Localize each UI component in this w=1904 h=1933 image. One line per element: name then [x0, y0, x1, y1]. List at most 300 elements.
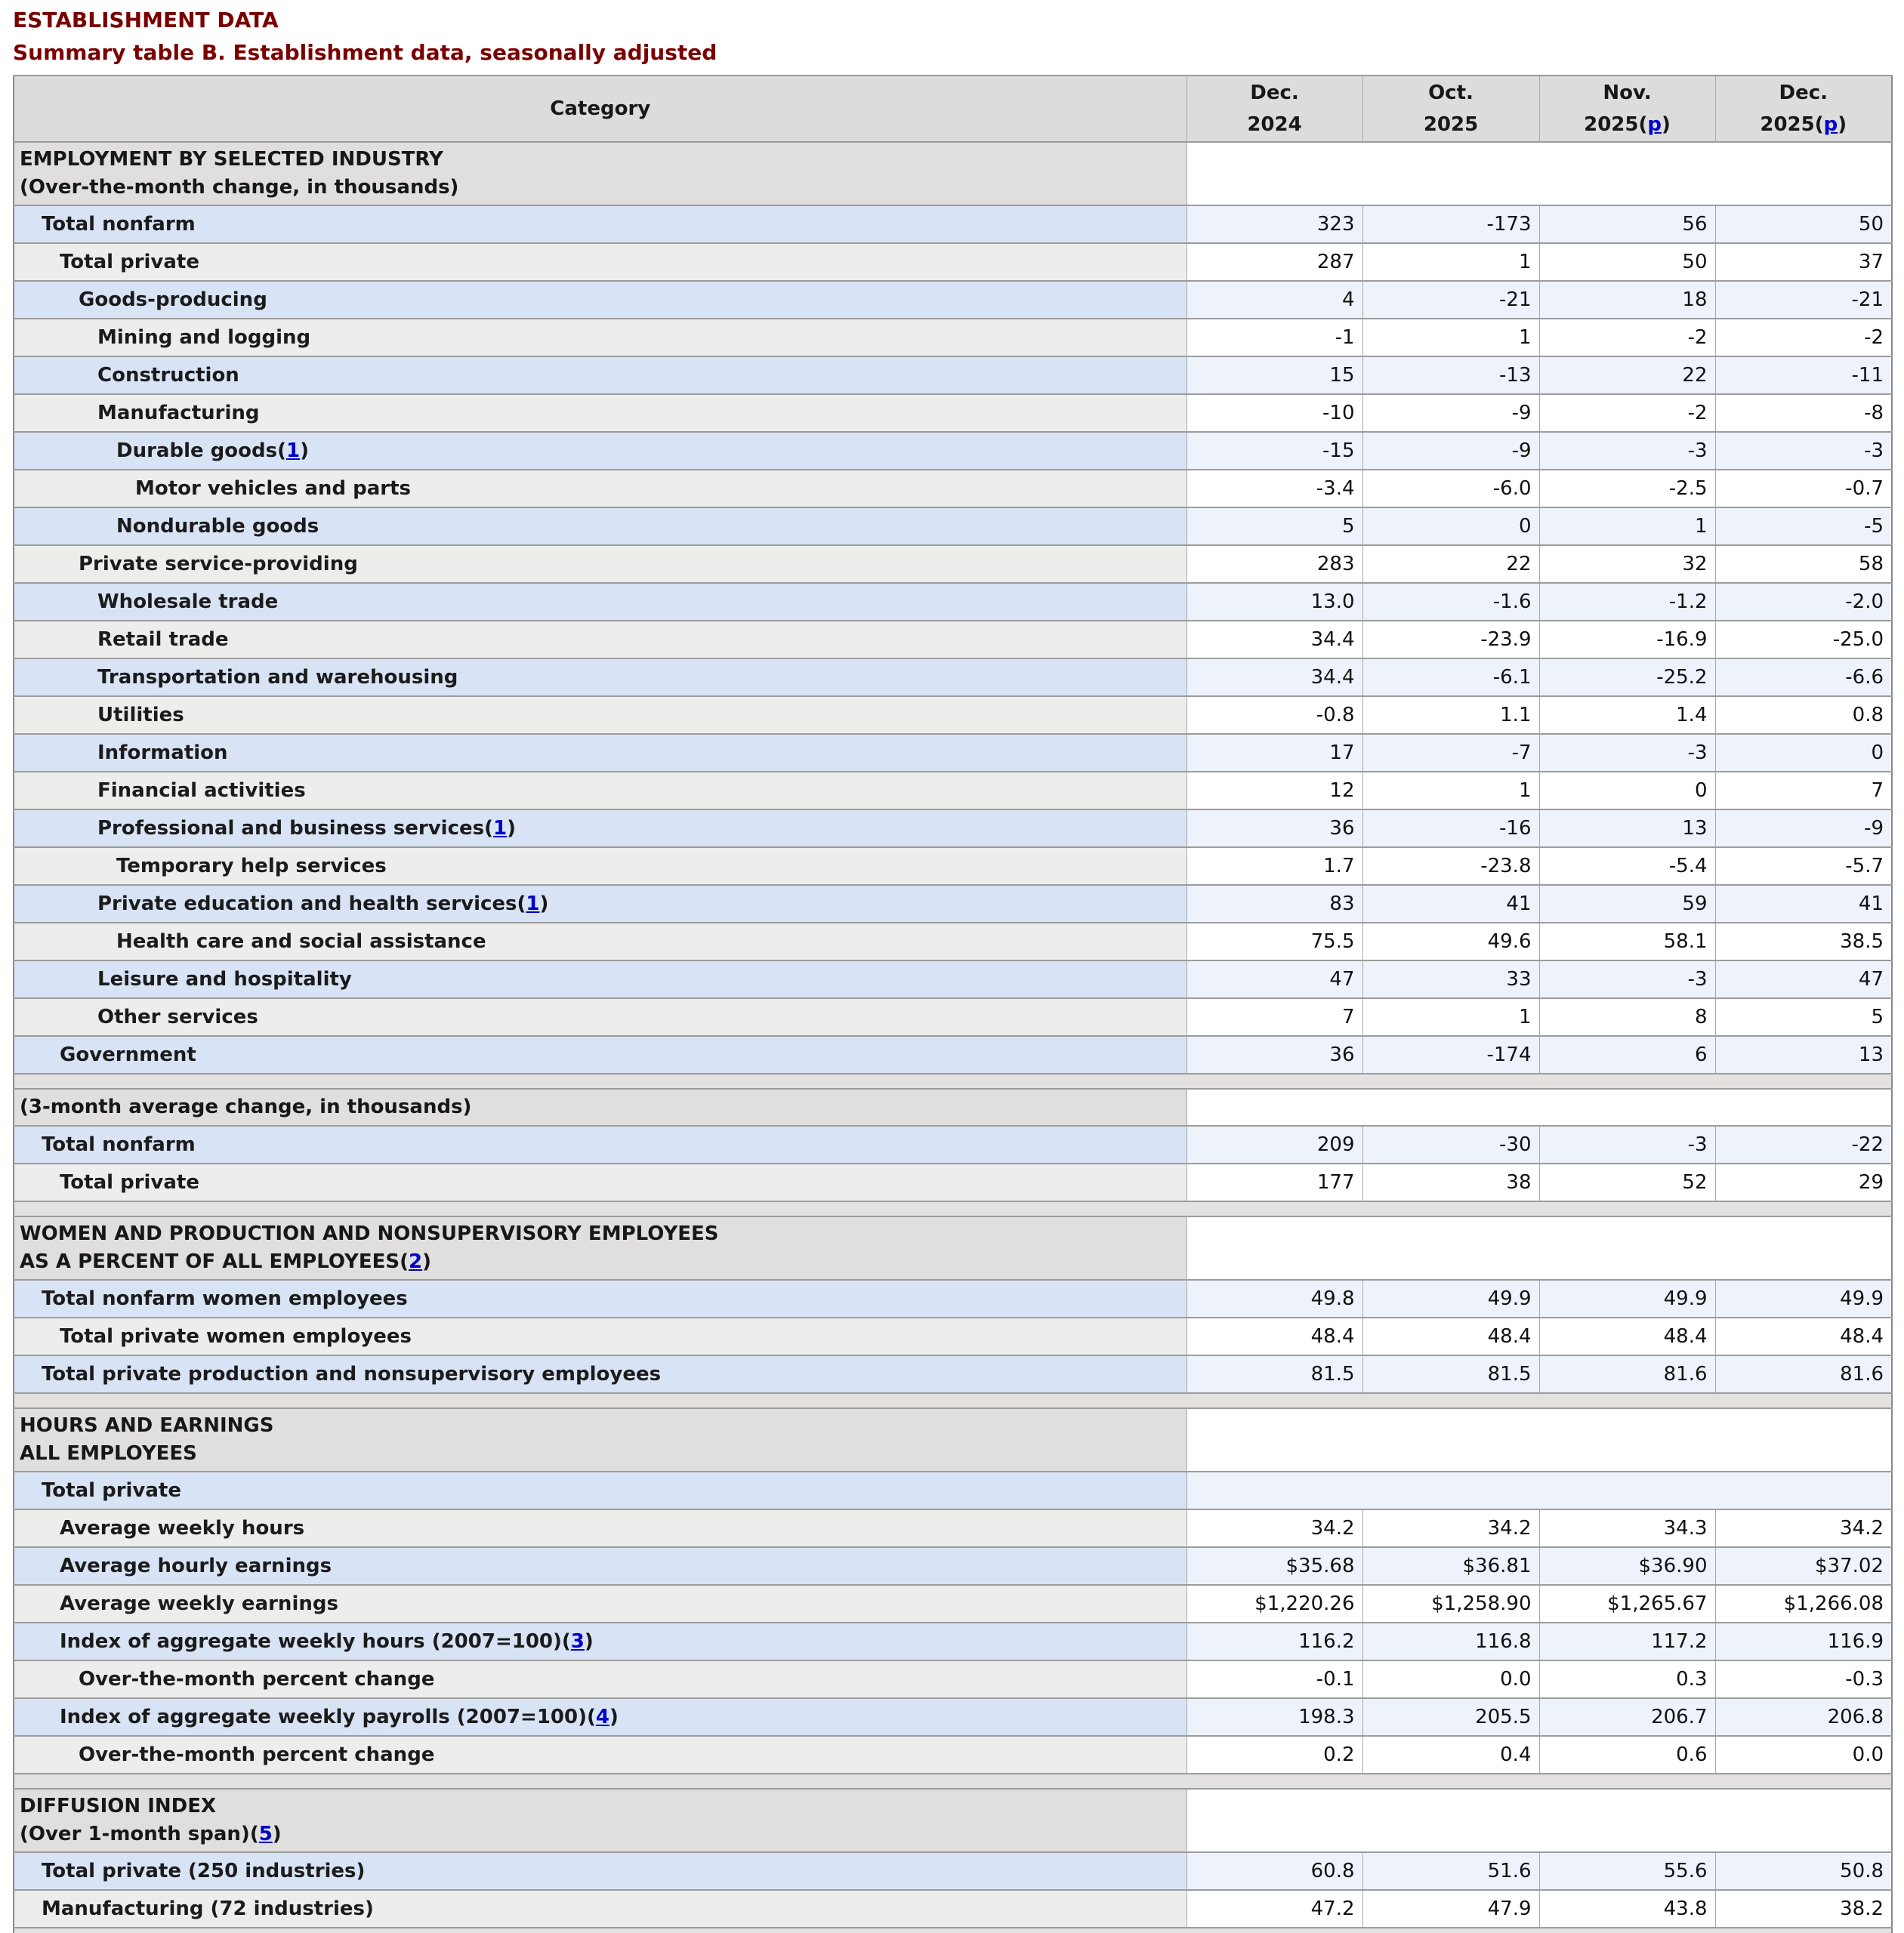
footnote-link[interactable]: 1	[526, 893, 540, 916]
value-cell: 1	[1362, 319, 1539, 356]
table-row	[14, 1472, 1892, 1509]
section-header-line	[20, 1220, 1187, 1249]
column-header	[1362, 76, 1539, 142]
value-cell: 0	[1715, 734, 1892, 772]
value-cell: 49.9	[1362, 1280, 1539, 1318]
value-cell: -25.2	[1539, 658, 1715, 696]
section-header-line	[20, 1093, 1187, 1122]
table-row	[14, 847, 1892, 885]
value-cell: $1,265.67	[1539, 1585, 1715, 1623]
empty-value-cell	[1187, 1472, 1892, 1509]
value-cell: -21	[1715, 281, 1892, 319]
value-cell: 47	[1187, 960, 1362, 998]
value-cell: 116.8	[1362, 1623, 1539, 1660]
category-cell	[14, 923, 1187, 960]
category-cell	[14, 1280, 1187, 1318]
category-cell	[14, 809, 1187, 847]
value-cell: 177	[1187, 1164, 1362, 1201]
value-cell: 4	[1187, 281, 1362, 319]
column-header-month: Dec.	[1779, 81, 1828, 104]
table-row	[14, 281, 1892, 319]
category-cell	[14, 507, 1187, 545]
row-label: Wholesale trade	[97, 590, 279, 614]
value-cell: -16.9	[1539, 621, 1715, 658]
value-cell: -1.6	[1362, 583, 1539, 621]
value-cell: 116.2	[1187, 1623, 1362, 1660]
section-header-row	[14, 1089, 1892, 1126]
value-cell: -10	[1187, 394, 1362, 432]
table-row	[14, 583, 1892, 621]
section-header-row	[14, 1408, 1892, 1472]
category-cell	[14, 1126, 1187, 1164]
value-cell: -6.0	[1362, 470, 1539, 507]
section-header-line	[20, 1820, 1187, 1849]
table-row	[14, 621, 1892, 658]
value-cell: 22	[1539, 356, 1715, 394]
category-cell	[14, 696, 1187, 734]
table-row	[14, 658, 1892, 696]
table-row	[14, 545, 1892, 583]
section-header-line	[20, 146, 1187, 174]
footnote-link[interactable]: 1	[285, 439, 301, 463]
row-label: Construction	[97, 364, 239, 387]
section-header-cell	[14, 1789, 1187, 1852]
footnote-link[interactable]: p	[1823, 113, 1838, 137]
table-row	[14, 356, 1892, 394]
category-cell	[14, 1036, 1187, 1074]
row-label: Total private	[60, 251, 199, 274]
value-cell: 49.9	[1539, 1280, 1715, 1318]
value-cell: -23.8	[1362, 847, 1539, 885]
value-cell: -7	[1362, 734, 1539, 772]
value-cell: -25.0	[1715, 621, 1892, 658]
spacer-cell	[14, 1928, 1892, 1933]
value-cell: 48.4	[1715, 1318, 1892, 1355]
table-row	[14, 960, 1892, 998]
value-cell: 50	[1715, 205, 1892, 243]
spacer-cell	[14, 1393, 1892, 1408]
spacer-cell	[14, 1201, 1892, 1216]
table-row	[14, 1623, 1892, 1660]
value-cell: 1	[1362, 772, 1539, 809]
footnote-marker	[1638, 113, 1670, 136]
value-cell: -21	[1362, 281, 1539, 319]
value-cell: 0.6	[1539, 1736, 1715, 1774]
value-cell: 1.4	[1539, 696, 1715, 734]
footnote-link[interactable]: p	[1647, 113, 1662, 137]
value-cell: 49.8	[1187, 1280, 1362, 1318]
spacer-row	[14, 1393, 1892, 1408]
value-cell: 5	[1187, 507, 1362, 545]
value-cell: -22	[1715, 1126, 1892, 1164]
value-cell: -3	[1539, 734, 1715, 772]
table-row	[14, 319, 1892, 356]
value-cell: 43.8	[1539, 1890, 1715, 1928]
table-row	[14, 923, 1892, 960]
section-header-line	[20, 1793, 1187, 1821]
row-label: Private education and health services	[97, 893, 517, 916]
footnote-marker	[277, 439, 309, 462]
category-cell	[14, 545, 1187, 583]
column-header-year	[1716, 114, 1892, 136]
row-label: Total nonfarm	[42, 1133, 196, 1157]
value-cell: 13.0	[1187, 583, 1362, 621]
row-label: Total private women employees	[60, 1325, 412, 1349]
column-header-month: Nov.	[1603, 81, 1652, 104]
row-label: Financial activities	[97, 779, 306, 803]
value-cell: -3	[1715, 432, 1892, 470]
value-cell: 47	[1715, 960, 1892, 998]
row-label: Total nonfarm	[42, 213, 196, 236]
section-header-text: ALL EMPLOYEES	[20, 1442, 197, 1466]
value-cell: 0.0	[1362, 1660, 1539, 1698]
value-cell: 48.4	[1362, 1318, 1539, 1355]
value-cell: 34.2	[1187, 1509, 1362, 1547]
summary-table-b	[13, 75, 1893, 1933]
row-label: Transportation and warehousing	[97, 666, 458, 689]
section-header-cell	[14, 142, 1187, 205]
row-label: Total nonfarm women employees	[42, 1287, 408, 1311]
row-label: Information	[97, 741, 228, 765]
category-cell	[14, 1623, 1187, 1660]
table-row	[14, 1890, 1892, 1928]
category-cell	[14, 1472, 1187, 1509]
value-cell: 7	[1187, 998, 1362, 1036]
section-header-cell	[14, 1089, 1187, 1126]
section-header-empty-cell	[1187, 1408, 1892, 1472]
category-cell	[14, 658, 1187, 696]
value-cell: 17	[1187, 734, 1362, 772]
table-row	[14, 1585, 1892, 1623]
value-cell: -5	[1715, 507, 1892, 545]
footnote-link[interactable]: 4	[595, 1706, 609, 1729]
value-cell: 0.3	[1539, 1660, 1715, 1698]
row-label: Temporary help services	[116, 855, 387, 878]
section-header-text: (3-month average change, in thousands)	[20, 1095, 472, 1118]
spacer-cell	[14, 1774, 1892, 1789]
value-cell: 117.2	[1539, 1623, 1715, 1660]
value-cell: 58	[1715, 545, 1892, 583]
value-cell: 75.5	[1187, 923, 1362, 960]
value-cell: -174	[1362, 1036, 1539, 1074]
value-cell: 49.6	[1362, 923, 1539, 960]
category-cell	[14, 205, 1187, 243]
table-row	[14, 1318, 1892, 1355]
category-cell	[14, 1164, 1187, 1201]
value-cell: 13	[1539, 809, 1715, 847]
row-label: Over-the-month percent change	[79, 1668, 435, 1691]
value-cell: 1	[1539, 507, 1715, 545]
value-cell: -2	[1539, 319, 1715, 356]
row-label: Manufacturing (72 industries)	[42, 1898, 374, 1921]
value-cell: 59	[1539, 885, 1715, 923]
value-cell: 32	[1539, 545, 1715, 583]
row-label: Average weekly earnings	[60, 1592, 338, 1616]
value-cell: 209	[1187, 1126, 1362, 1164]
column-header	[1187, 76, 1362, 142]
row-label: Total private (250 industries)	[42, 1860, 366, 1883]
category-cell	[14, 621, 1187, 658]
value-cell: 8	[1539, 998, 1715, 1036]
section-header-text: WOMEN AND PRODUCTION AND NONSUPERVISORY EMPLOYEES	[20, 1222, 719, 1245]
value-cell: 12	[1187, 772, 1362, 809]
footnote-marker	[484, 817, 516, 840]
value-cell: 34.4	[1187, 621, 1362, 658]
value-cell: 283	[1187, 545, 1362, 583]
value-cell: -3	[1539, 960, 1715, 998]
value-cell: 41	[1362, 885, 1539, 923]
section-header-text: AS A PERCENT OF ALL EMPLOYEES	[20, 1250, 400, 1274]
section-header-text: DIFFUSION INDEX	[20, 1794, 217, 1817]
section-header-text: (Over-the-month change, in thousands)	[20, 176, 459, 199]
table-row	[14, 1164, 1892, 1201]
spacer-cell	[14, 1074, 1892, 1089]
column-header-month: Dec.	[1250, 81, 1299, 104]
value-cell: -173	[1362, 205, 1539, 243]
value-cell: $1,220.26	[1187, 1585, 1362, 1623]
value-cell: $36.90	[1539, 1547, 1715, 1585]
table-row	[14, 1036, 1892, 1074]
value-cell: 34.2	[1362, 1509, 1539, 1547]
value-cell: 52	[1539, 1164, 1715, 1201]
value-cell: 38.2	[1715, 1890, 1892, 1928]
value-cell: -9	[1715, 809, 1892, 847]
table-row	[14, 1355, 1892, 1393]
value-cell: 205.5	[1362, 1698, 1539, 1736]
section-header-row	[14, 1216, 1892, 1280]
value-cell: 38	[1362, 1164, 1539, 1201]
value-cell: 60.8	[1187, 1852, 1362, 1890]
value-cell: 81.5	[1187, 1355, 1362, 1393]
value-cell: 55.6	[1539, 1852, 1715, 1890]
table-row	[14, 1698, 1892, 1736]
category-cell	[14, 885, 1187, 923]
value-cell: -5.4	[1539, 847, 1715, 885]
value-cell: 18	[1539, 281, 1715, 319]
value-cell: 34.2	[1715, 1509, 1892, 1547]
table-row	[14, 772, 1892, 809]
category-cell	[14, 243, 1187, 281]
row-label: Motor vehicles and parts	[135, 477, 411, 501]
column-header	[1539, 76, 1715, 142]
section-header-empty-cell	[1187, 1789, 1892, 1852]
value-cell: 13	[1715, 1036, 1892, 1074]
footnote-link[interactable]: 2	[409, 1250, 423, 1274]
footnote-link[interactable]: 3	[570, 1630, 585, 1654]
value-cell: 1	[1362, 243, 1539, 281]
category-cell	[14, 1355, 1187, 1393]
section-header-text: (Over 1-month span)	[20, 1823, 250, 1846]
value-cell: 1.7	[1187, 847, 1362, 885]
category-cell	[14, 1660, 1187, 1698]
value-cell: -0.3	[1715, 1660, 1892, 1698]
column-header-year	[1187, 114, 1362, 136]
table-row	[14, 1280, 1892, 1318]
value-cell: -5.7	[1715, 847, 1892, 885]
value-cell: 83	[1187, 885, 1362, 923]
row-label: Manufacturing	[97, 402, 260, 425]
value-cell: -8	[1715, 394, 1892, 432]
value-cell: -9	[1362, 394, 1539, 432]
column-header-year-text: 2025	[1760, 113, 1815, 137]
section-header-line	[20, 1412, 1187, 1441]
footnote-link[interactable]: 1	[493, 817, 508, 840]
value-cell: 5	[1715, 998, 1892, 1036]
value-cell: 198.3	[1187, 1698, 1362, 1736]
section-header-empty-cell	[1187, 1216, 1892, 1280]
value-cell: 47.9	[1362, 1890, 1539, 1928]
value-cell: 15	[1187, 356, 1362, 394]
spacer-row	[14, 1201, 1892, 1216]
section-header-line	[20, 1440, 1187, 1469]
row-label: Retail trade	[97, 628, 229, 652]
value-cell: -23.9	[1362, 621, 1539, 658]
row-label: Utilities	[97, 704, 184, 727]
table-row	[14, 1736, 1892, 1774]
column-header-year-text: 2025	[1584, 113, 1639, 137]
category-cell	[14, 998, 1187, 1036]
column-header-row	[14, 76, 1892, 142]
value-cell: 47.2	[1187, 1890, 1362, 1928]
section-header-text: HOURS AND EARNINGS	[20, 1414, 274, 1437]
value-cell: -3.4	[1187, 470, 1362, 507]
category-cell	[14, 470, 1187, 507]
category-cell	[14, 356, 1187, 394]
section-header-text: EMPLOYMENT BY SELECTED INDUSTRY	[20, 147, 443, 171]
footnote-link[interactable]: 5	[258, 1823, 273, 1846]
value-cell: 58.1	[1539, 923, 1715, 960]
table-row	[14, 1509, 1892, 1547]
value-cell: 323	[1187, 205, 1362, 243]
value-cell: -9	[1362, 432, 1539, 470]
value-cell: 22	[1362, 545, 1539, 583]
value-cell: $1,258.90	[1362, 1585, 1539, 1623]
row-label: Health care and social assistance	[116, 930, 486, 954]
row-label: Mining and logging	[97, 326, 311, 350]
row-label: Leisure and hospitality	[97, 968, 352, 991]
row-label: Total private production and nonsupervisory employees	[42, 1363, 662, 1386]
value-cell: 36	[1187, 1036, 1362, 1074]
section-header-row	[14, 142, 1892, 205]
value-cell: -15	[1187, 432, 1362, 470]
footnote-marker	[587, 1706, 619, 1728]
value-cell: $1,266.08	[1715, 1585, 1892, 1623]
row-label: Goods-producing	[79, 288, 267, 312]
value-cell: 34.4	[1187, 658, 1362, 696]
value-cell: 51.6	[1362, 1852, 1539, 1890]
category-cell	[14, 1318, 1187, 1355]
category-cell	[14, 1698, 1187, 1736]
column-header-year	[1540, 114, 1715, 136]
value-cell: 1.1	[1362, 696, 1539, 734]
row-label: Total private	[60, 1171, 199, 1195]
table-row	[14, 1126, 1892, 1164]
value-cell: 116.9	[1715, 1623, 1892, 1660]
value-cell: -0.7	[1715, 470, 1892, 507]
value-cell: $36.81	[1362, 1547, 1539, 1585]
category-cell	[14, 394, 1187, 432]
value-cell: -3	[1539, 432, 1715, 470]
value-cell: -0.8	[1187, 696, 1362, 734]
value-cell: 29	[1715, 1164, 1892, 1201]
category-cell	[14, 847, 1187, 885]
row-label: Total private	[42, 1479, 181, 1503]
table-row	[14, 205, 1892, 243]
section-header-cell	[14, 1216, 1187, 1280]
value-cell: 287	[1187, 243, 1362, 281]
row-label: Nondurable goods	[116, 515, 319, 538]
value-cell: -2.5	[1539, 470, 1715, 507]
table-row	[14, 1852, 1892, 1890]
table-subtitle: Summary table B. Establishment data, seasonally adjusted	[13, 39, 717, 65]
row-label: Index of aggregate weekly payrolls (2007=100)	[60, 1706, 587, 1729]
row-label: Government	[60, 1044, 196, 1067]
table-row	[14, 394, 1892, 432]
value-cell: 6	[1539, 1036, 1715, 1074]
footnote-marker	[562, 1630, 594, 1653]
value-cell: 37	[1715, 243, 1892, 281]
value-cell: -6.6	[1715, 658, 1892, 696]
value-cell: 0.0	[1715, 1736, 1892, 1774]
value-cell: 206.8	[1715, 1698, 1892, 1736]
category-cell	[14, 1547, 1187, 1585]
value-cell: -11	[1715, 356, 1892, 394]
column-header-month: Oct.	[1428, 81, 1474, 104]
value-cell: -13	[1362, 356, 1539, 394]
value-cell: 38.5	[1715, 923, 1892, 960]
value-cell: 0	[1539, 772, 1715, 809]
table-row	[14, 998, 1892, 1036]
value-cell: 81.6	[1539, 1355, 1715, 1393]
value-cell: 7	[1715, 772, 1892, 809]
value-cell: 41	[1715, 885, 1892, 923]
value-cell: -16	[1362, 809, 1539, 847]
value-cell: 81.5	[1362, 1355, 1539, 1393]
value-cell: -3	[1539, 1126, 1715, 1164]
spacer-row	[14, 1074, 1892, 1089]
table-row	[14, 1660, 1892, 1698]
category-column-header: Category	[14, 76, 1187, 142]
category-cell	[14, 319, 1187, 356]
table-row	[14, 734, 1892, 772]
value-cell: -2	[1539, 394, 1715, 432]
value-cell: 34.3	[1539, 1509, 1715, 1547]
value-cell: -30	[1362, 1126, 1539, 1164]
footnote-marker	[517, 893, 549, 915]
footnote-marker	[250, 1823, 282, 1845]
spacer-row	[14, 1928, 1892, 1933]
category-cell	[14, 1509, 1187, 1547]
category-cell	[14, 1852, 1187, 1890]
footnote-marker	[1815, 113, 1847, 136]
value-cell: 81.6	[1715, 1355, 1892, 1393]
row-label: Private service-providing	[79, 553, 358, 576]
section-header-empty-cell	[1187, 142, 1892, 205]
row-label: Durable goods	[116, 439, 278, 463]
value-cell: 56	[1539, 205, 1715, 243]
column-header	[1715, 76, 1892, 142]
column-header-year-text: 2024	[1247, 113, 1302, 137]
row-label: Other services	[97, 1006, 258, 1029]
category-cell	[14, 734, 1187, 772]
spacer-row	[14, 1774, 1892, 1789]
value-cell: $37.02	[1715, 1547, 1892, 1585]
category-cell	[14, 960, 1187, 998]
value-cell: 50.8	[1715, 1852, 1892, 1890]
row-label: Average weekly hours	[60, 1517, 305, 1540]
value-cell: 36	[1187, 809, 1362, 847]
row-label: Average hourly earnings	[60, 1555, 332, 1578]
